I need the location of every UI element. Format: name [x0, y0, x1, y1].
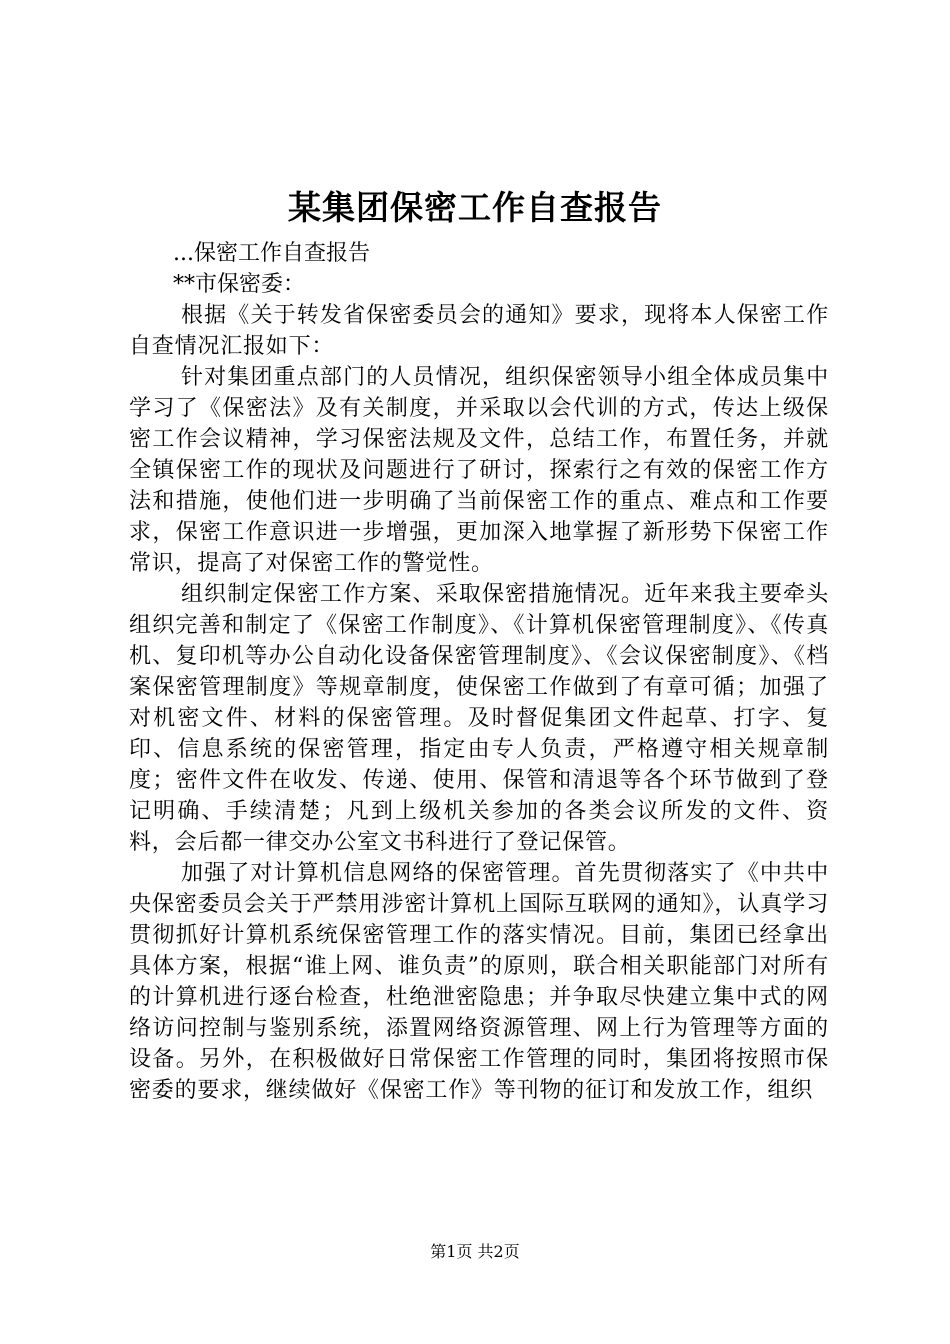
recipient-line: **市保密委：	[173, 272, 306, 297]
paragraph-study: 针对集团重点部门的人员情况，组织保密领导小组全体成员集中学习了《保密法》及有关制度，并采取以会代训的方式，传达上级保密工作会议精神，学习保密法规及文件，总结工作，布置任务，并就全镇保密工作的现状及问题进行了研讨，探索行之有效的保密工作方法和措施，使他们进一步明确了当前保密工作的重点、难点和工作要求，保密工作意识进一步增强，更加深入地掌握了新形势下保密工作常识，提高了对保密工作的警觉性。	[129, 365, 829, 576]
paragraph-measures: 组织制定保密工作方案、采取保密措施情况。近年来我主要牵头组织完善和制定了《保密工作制度》、《计算机保密管理制度》、《传真机、复印机等办公自动化设备保密管理制度》、《会议保密制度》、《档案保密管理制度》等规章制度，使保密工作做到了有章可循；加强了对机密文件、材料的保密管理。及时督促集团文件起草、打字、复印、信息系统的保密管理，指定由专人负责，严格遵守相关规章制度；密件文件在收发、传递、使用、保管和清退等各个环节做到了登记明确、手续清楚；凡到上级机关参加的各类会议所发的文件、资料，会后都一律交办公室文书科进行了登记保管。	[129, 582, 829, 855]
paragraph-network: 加强了对计算机信息网络的保密管理。首先贯彻落实了《中共中央保密委员会关于严禁用涉密计算机上国际互联网的通知》，认真学习贯彻抓好计算机系统保密管理工作的落实情况。目前，集团已经拿出具体方案，根据“谁上网、谁负责”的原则，联合相关职能部门对所有的计算机进行逐台检查，杜绝泄密隐患；并争取尽快建立集中式的网络访问控制与鉴别系统，添置网络资源管理、网上行为管理等方面的设备。另外，在积极做好日常保密工作管理的同时，集团将按照市保密委的要求，继续做好《保密工作》等刊物的征订和发放工作，组织	[129, 861, 829, 1103]
document-title: 某集团保密工作自查报告	[288, 188, 662, 227]
document-subtitle: ...保密工作自查报告	[173, 241, 370, 266]
document-body	[129, 238, 829, 1106]
paragraph-intro: 根据《关于转发省保密委员会的通知》要求，现将本人保密工作自查情况汇报如下：	[129, 303, 829, 359]
page-footer: 第1页 共2页	[430, 1242, 520, 1261]
